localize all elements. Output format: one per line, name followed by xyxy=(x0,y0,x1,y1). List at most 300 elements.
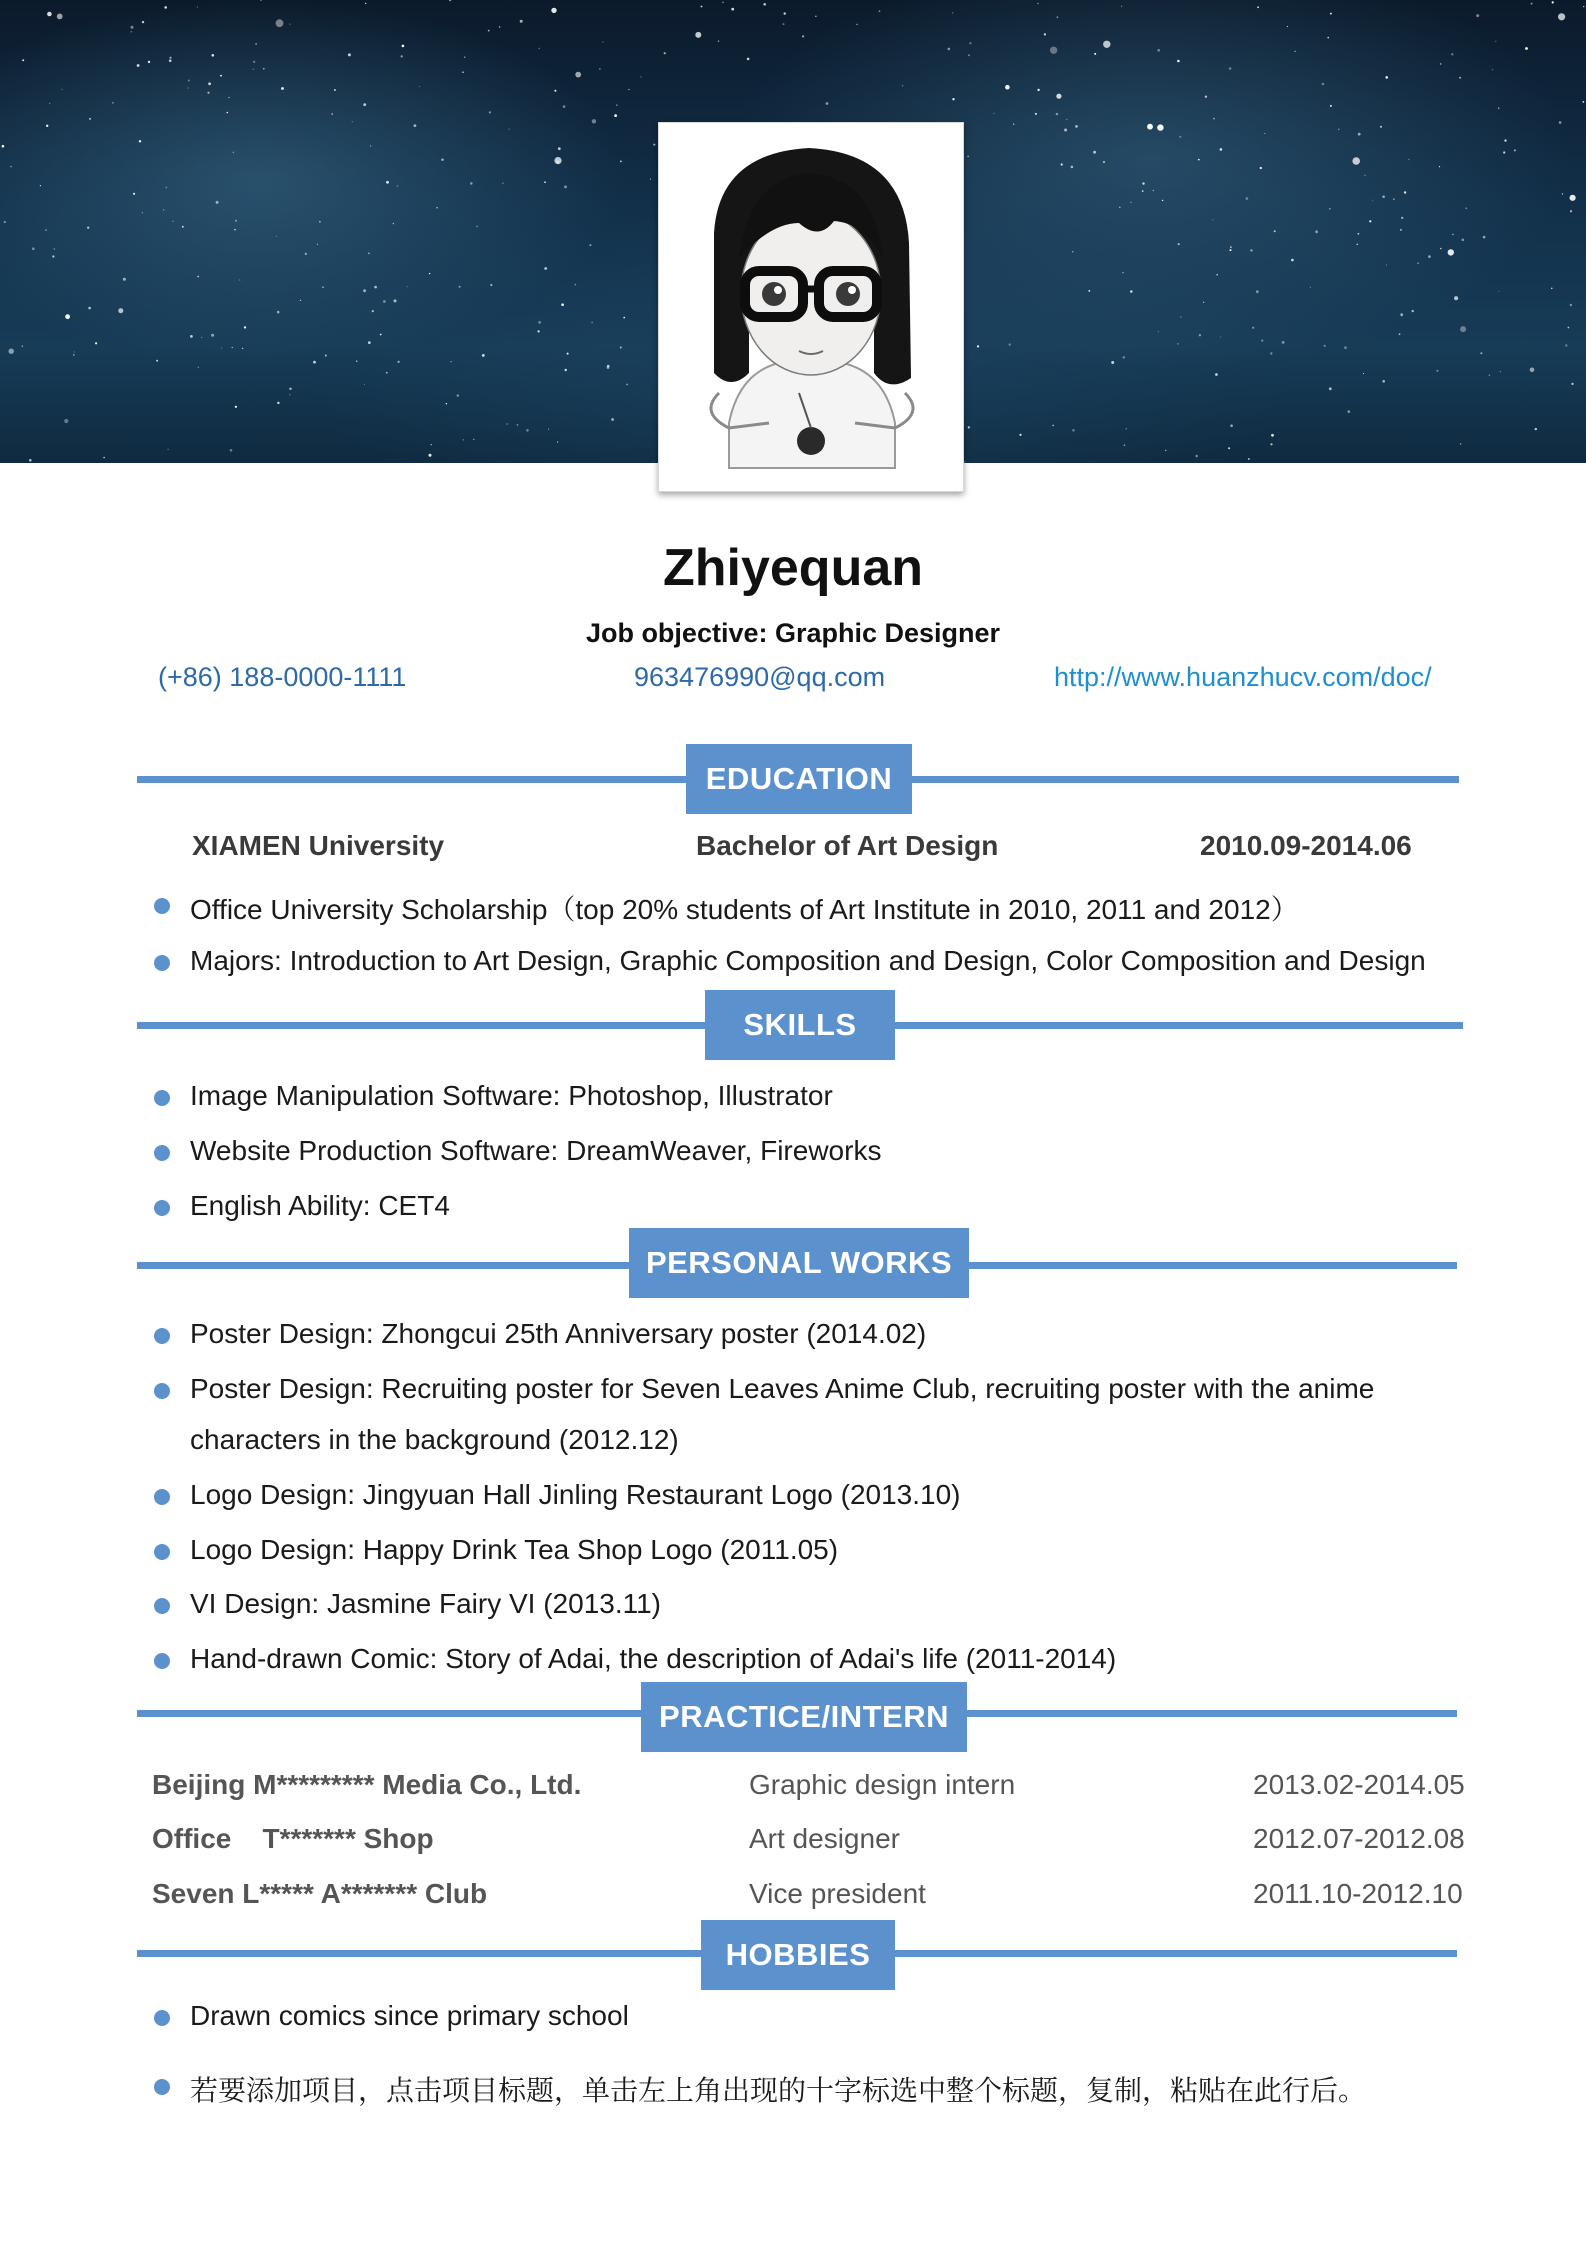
star-dot xyxy=(1400,313,1403,316)
star-dot xyxy=(182,226,184,228)
star-dot xyxy=(446,403,447,404)
star-dot xyxy=(1492,69,1493,70)
star-dot xyxy=(1248,458,1250,460)
star-dot xyxy=(1448,249,1454,255)
star-dot xyxy=(148,61,150,63)
star-dot xyxy=(826,102,829,105)
star-dot xyxy=(1382,195,1385,198)
star-dot xyxy=(325,355,327,357)
star-dot xyxy=(232,347,233,348)
star-dot xyxy=(1061,163,1063,165)
star-dot xyxy=(277,311,280,314)
intern-period: 2011.10-2012.10 xyxy=(1253,1878,1463,1909)
star-dot xyxy=(1327,37,1329,39)
star-dot xyxy=(380,334,382,336)
star-dot xyxy=(45,229,47,231)
star-dot xyxy=(1157,49,1160,52)
star-dot xyxy=(554,157,561,164)
star-dot xyxy=(1440,63,1442,65)
star-dot xyxy=(164,6,167,9)
star-dot xyxy=(968,54,970,56)
star-dot xyxy=(551,8,556,13)
star-dot xyxy=(289,394,290,395)
star-dot xyxy=(1103,161,1105,163)
star-dot xyxy=(1504,139,1506,141)
star-dot xyxy=(1165,450,1166,451)
star-dot xyxy=(233,152,235,154)
star-dot xyxy=(575,284,577,286)
star-dot xyxy=(289,24,290,25)
star-dot xyxy=(289,388,291,390)
star-dot xyxy=(1119,207,1121,209)
star-dot xyxy=(281,87,284,90)
list-item-text: Website Production Software: DreamWeaver, Fireworks xyxy=(190,1135,882,1166)
star-dot xyxy=(32,247,35,250)
star-dot xyxy=(386,372,388,374)
star-dot xyxy=(1130,290,1133,293)
star-dot xyxy=(1177,343,1178,344)
email-link[interactable]: 963476990@qq.com xyxy=(634,662,886,692)
list-item-text: Drawn comics since primary school xyxy=(190,2000,629,2031)
star-dot xyxy=(1147,124,1153,130)
star-dot xyxy=(1525,47,1528,50)
star-dot xyxy=(592,119,596,123)
star-dot xyxy=(1198,159,1200,161)
star-dot xyxy=(239,280,240,281)
star-dot xyxy=(1498,108,1499,109)
star-dot xyxy=(526,429,529,432)
intern-role: Graphic design intern xyxy=(749,1769,1016,1800)
star-dot xyxy=(575,72,581,78)
intern-role: Art designer xyxy=(749,1823,900,1854)
star-dot xyxy=(9,349,14,354)
star-dot xyxy=(1495,41,1496,42)
star-dot xyxy=(969,42,971,44)
star-dot xyxy=(607,366,610,369)
star-dot xyxy=(1157,124,1163,130)
star-dot xyxy=(89,118,91,120)
star-dot xyxy=(368,341,371,344)
star-dot xyxy=(142,212,143,213)
star-dot xyxy=(1056,94,1061,99)
star-dot xyxy=(1412,310,1414,312)
star-dot xyxy=(1178,243,1180,245)
star-dot xyxy=(1295,51,1296,52)
star-dot xyxy=(701,6,703,8)
star-dot xyxy=(544,181,546,183)
star-dot xyxy=(520,20,523,23)
star-dot xyxy=(201,337,202,338)
star-dot xyxy=(1530,368,1535,373)
star-dot xyxy=(228,97,229,98)
list-item-text: 若要添加项目，点击项目标题，单击左上角出现的十字标选中整个标题，复制，粘贴在此行后。 xyxy=(190,2075,1367,2106)
star-dot xyxy=(640,76,641,77)
star-dot xyxy=(169,57,171,59)
star-dot xyxy=(502,183,503,184)
star-dot xyxy=(1476,14,1479,17)
star-dot xyxy=(1126,428,1127,429)
star-dot xyxy=(476,226,477,227)
star-dot xyxy=(620,347,622,349)
star-dot xyxy=(538,321,541,324)
star-dot xyxy=(589,244,591,246)
section-title-skills: SKILLS xyxy=(705,990,895,1060)
star-dot xyxy=(10,166,12,168)
star-dot xyxy=(300,300,301,301)
star-dot xyxy=(277,402,279,404)
star-dot xyxy=(948,48,951,51)
star-dot xyxy=(1369,220,1371,222)
star-dot xyxy=(1270,443,1272,445)
star-dot xyxy=(414,124,417,127)
star-dot xyxy=(208,82,211,85)
star-dot xyxy=(1480,352,1482,354)
star-dot xyxy=(599,68,601,70)
star-dot xyxy=(626,384,628,386)
star-dot xyxy=(133,193,135,195)
star-dot xyxy=(235,220,237,222)
star-dot xyxy=(1260,167,1262,169)
star-dot xyxy=(1162,200,1163,201)
star-dot xyxy=(331,113,333,115)
star-dot xyxy=(815,16,816,17)
star-dot xyxy=(407,286,408,287)
star-dot xyxy=(1064,129,1067,132)
star-dot xyxy=(783,23,785,25)
star-dot xyxy=(1324,345,1326,347)
list-item-text: Hand-drawn Comic: Story of Adai, the description of Adai's life (2011-2014) xyxy=(190,1643,1117,1674)
star-dot xyxy=(1562,193,1563,194)
star-dot xyxy=(429,273,430,274)
school-name: XIAMEN University xyxy=(192,830,445,861)
star-dot xyxy=(363,289,366,292)
star-dot xyxy=(464,57,465,58)
star-dot xyxy=(1460,443,1461,444)
star-dot xyxy=(1514,149,1516,151)
star-dot xyxy=(112,102,114,104)
star-dot xyxy=(1256,290,1259,293)
star-dot xyxy=(1500,371,1501,372)
star-dot xyxy=(263,68,265,70)
star-dot xyxy=(1440,248,1442,250)
star-dot xyxy=(620,161,622,163)
bullet-icon xyxy=(154,1328,170,1344)
star-dot xyxy=(509,129,510,130)
star-dot xyxy=(1111,361,1114,364)
star-dot xyxy=(234,229,235,230)
star-dot xyxy=(49,103,50,104)
star-dot xyxy=(364,384,365,385)
star-dot xyxy=(1322,83,1325,86)
list-item-continuation: characters in the background (2012.12) xyxy=(190,1424,679,1455)
star-dot xyxy=(230,449,233,452)
star-dot xyxy=(88,307,91,310)
star-dot xyxy=(1483,236,1486,239)
bullet-icon xyxy=(154,1653,170,1669)
star-dot xyxy=(1072,251,1073,252)
star-dot xyxy=(1057,16,1059,18)
star-dot xyxy=(197,7,198,8)
star-dot xyxy=(548,429,549,430)
star-dot xyxy=(165,187,167,189)
star-dot xyxy=(1213,118,1215,120)
star-dot xyxy=(1203,302,1204,303)
star-dot xyxy=(763,3,766,6)
star-dot xyxy=(188,87,189,88)
star-dot xyxy=(1230,424,1233,427)
star-dot xyxy=(1177,60,1180,63)
star-dot xyxy=(212,54,215,57)
star-dot xyxy=(227,112,229,114)
star-dot xyxy=(557,441,558,442)
star-dot xyxy=(1372,200,1373,201)
star-dot xyxy=(255,43,257,45)
star-dot xyxy=(401,55,403,57)
star-dot xyxy=(419,86,420,87)
star-dot xyxy=(1250,249,1252,251)
star-dot xyxy=(1195,455,1198,458)
star-dot xyxy=(1044,33,1046,35)
avatar-illustration xyxy=(659,123,963,491)
star-dot xyxy=(123,278,126,281)
star-dot xyxy=(1287,26,1288,27)
star-dot xyxy=(1399,333,1401,335)
star-dot xyxy=(517,424,519,426)
star-dot xyxy=(1454,296,1458,300)
star-dot xyxy=(653,144,655,146)
star-dot xyxy=(1229,67,1232,70)
star-dot xyxy=(1459,77,1461,79)
star-dot xyxy=(1428,255,1431,258)
star-dot xyxy=(1220,148,1223,151)
star-dot xyxy=(1535,428,1537,430)
star-dot xyxy=(1220,337,1221,338)
star-dot xyxy=(1583,101,1585,103)
star-dot xyxy=(1364,175,1365,176)
education-period: 2010.09-2014.06 xyxy=(1200,830,1412,861)
star-dot xyxy=(57,14,63,20)
star-dot xyxy=(2,145,5,148)
star-dot xyxy=(198,367,200,369)
star-dot xyxy=(695,32,701,38)
star-dot xyxy=(650,179,651,180)
bullet-icon xyxy=(154,2010,170,2026)
star-dot xyxy=(402,45,405,48)
star-dot xyxy=(73,354,74,355)
star-dot xyxy=(747,58,750,61)
star-dot xyxy=(952,12,953,13)
star-dot xyxy=(1451,53,1453,55)
star-dot xyxy=(29,459,32,462)
star-dot xyxy=(1568,327,1570,329)
star-dot xyxy=(334,89,336,91)
star-dot xyxy=(65,314,70,319)
star-dot xyxy=(457,394,459,396)
star-dot xyxy=(1271,434,1274,437)
bullet-icon xyxy=(154,1200,170,1216)
bullet-icon xyxy=(154,1090,170,1106)
star-dot xyxy=(1570,195,1576,201)
star-dot xyxy=(1153,190,1155,192)
candidate-name: Zhiyequan xyxy=(662,539,924,597)
star-dot xyxy=(253,61,255,63)
star-dot xyxy=(370,145,371,146)
star-dot xyxy=(1552,1,1554,3)
star-dot xyxy=(567,353,569,355)
intern-company: Office T******* Shop xyxy=(152,1823,434,1854)
star-dot xyxy=(1386,265,1387,266)
star-dot xyxy=(563,105,566,108)
star-dot xyxy=(54,248,55,249)
list-item-text: Logo Design: Jingyuan Hall Jinling Restaurant Logo (2013.10) xyxy=(190,1479,961,1510)
star-dot xyxy=(394,299,397,302)
star-dot xyxy=(1329,387,1332,390)
star-dot xyxy=(1344,346,1347,349)
star-dot xyxy=(561,303,564,306)
section-title-hobbies: HOBBIES xyxy=(701,1920,895,1990)
star-dot xyxy=(429,454,432,457)
star-dot xyxy=(1291,259,1294,262)
star-dot xyxy=(276,236,277,237)
star-dot xyxy=(1205,96,1207,98)
star-dot xyxy=(564,186,567,189)
star-dot xyxy=(1052,425,1053,426)
star-dot xyxy=(305,253,307,255)
star-dot xyxy=(46,125,48,127)
star-dot xyxy=(1215,373,1218,376)
star-dot xyxy=(628,89,629,90)
star-dot xyxy=(1385,76,1388,79)
star-dot xyxy=(372,310,374,312)
star-dot xyxy=(722,2,724,4)
star-dot xyxy=(142,21,144,23)
degree-name: Bachelor of Art Design xyxy=(696,830,999,861)
star-dot xyxy=(1363,373,1364,374)
star-dot xyxy=(539,48,540,49)
phone-number: (+86) 188-0000-1111 xyxy=(158,662,407,692)
star-dot xyxy=(22,59,24,61)
star-dot xyxy=(623,317,625,319)
star-dot xyxy=(459,286,461,288)
star-dot xyxy=(1246,197,1249,200)
star-dot xyxy=(1037,3,1038,4)
star-dot xyxy=(1348,410,1351,413)
star-dot xyxy=(216,201,219,204)
star-dot xyxy=(602,41,603,42)
list-item-text: English Ability: CET4 xyxy=(190,1190,450,1221)
star-dot xyxy=(611,418,614,421)
star-dot xyxy=(436,207,438,209)
section-title-works: PERSONAL WORKS xyxy=(629,1228,969,1298)
list-item-text: Majors: Introduction to Art Design, Graphic Composition and Design, Color Composition and Design xyxy=(190,945,1426,976)
star-dot xyxy=(1122,272,1124,274)
star-dot xyxy=(1094,53,1096,55)
star-dot xyxy=(1216,274,1218,276)
star-dot xyxy=(383,300,386,303)
star-dot xyxy=(1315,230,1318,233)
star-dot xyxy=(489,111,491,113)
star-dot xyxy=(431,444,432,445)
star-dot xyxy=(1066,119,1067,120)
star-dot xyxy=(964,461,965,462)
star-dot xyxy=(1019,434,1021,436)
star-dot xyxy=(40,185,41,186)
list-item-text: Poster Design: Zhongcui 25th Anniversary poster (2014.02) xyxy=(190,1318,927,1349)
star-dot xyxy=(1270,352,1272,354)
bullet-icon xyxy=(154,2079,170,2095)
star-dot xyxy=(1352,157,1360,165)
star-dot xyxy=(356,361,357,362)
star-dot xyxy=(103,457,105,459)
star-dot xyxy=(1075,125,1078,128)
star-dot xyxy=(1230,249,1232,251)
star-dot xyxy=(1005,85,1010,90)
star-dot xyxy=(1142,190,1144,192)
star-dot xyxy=(488,30,490,32)
star-dot xyxy=(565,369,567,371)
intern-role: Vice president xyxy=(749,1878,926,1909)
star-dot xyxy=(1230,246,1232,248)
star-dot xyxy=(1489,374,1491,376)
star-dot xyxy=(221,348,222,349)
star-dot xyxy=(879,10,881,12)
star-dot xyxy=(1103,41,1110,48)
star-dot xyxy=(1130,202,1131,203)
star-dot xyxy=(1180,316,1181,317)
star-dot xyxy=(64,419,68,423)
list-item-text: Office University Scholarship（top 20% students of Art Institute in 2010, 2011 and 2012） xyxy=(190,894,1299,925)
star-dot xyxy=(398,361,400,363)
star-dot xyxy=(374,286,377,289)
star-dot xyxy=(1338,129,1340,131)
star-dot xyxy=(393,223,394,224)
star-dot xyxy=(1056,113,1058,115)
star-dot xyxy=(952,98,954,100)
list-item-text: VI Design: Jasmine Fairy VI (2013.11) xyxy=(190,1588,662,1619)
star-dot xyxy=(363,103,366,106)
star-dot xyxy=(1158,331,1159,332)
star-dot xyxy=(1123,356,1125,358)
star-dot xyxy=(197,276,199,278)
star-dot xyxy=(1252,327,1254,329)
star-dot xyxy=(1093,151,1096,154)
intern-company: Seven L***** A******* Club xyxy=(152,1878,488,1909)
section-title-intern: PRACTICE/INTERN xyxy=(641,1682,967,1752)
star-dot xyxy=(348,53,351,56)
intern-company: Beijing M********* Media Co., Ltd. xyxy=(152,1769,582,1800)
star-dot xyxy=(1393,199,1394,200)
star-dot xyxy=(482,354,485,357)
star-dot xyxy=(87,227,89,229)
star-dot xyxy=(1551,288,1552,289)
star-dot xyxy=(1035,113,1037,115)
star-dot xyxy=(558,147,561,150)
star-dot xyxy=(1460,326,1466,332)
website-link[interactable]: http://www.huanzhucv.com/doc/ xyxy=(1054,662,1432,692)
star-dot xyxy=(207,92,209,94)
star-dot xyxy=(61,89,62,90)
star-dot xyxy=(1013,124,1014,125)
star-dot xyxy=(4,221,6,223)
star-dot xyxy=(167,449,168,450)
star-dot xyxy=(1558,13,1565,20)
star-dot xyxy=(313,361,316,364)
star-dot xyxy=(1282,341,1285,344)
star-dot xyxy=(352,121,353,122)
star-dot xyxy=(1121,6,1122,7)
star-dot xyxy=(397,185,399,187)
star-dot xyxy=(52,255,54,257)
